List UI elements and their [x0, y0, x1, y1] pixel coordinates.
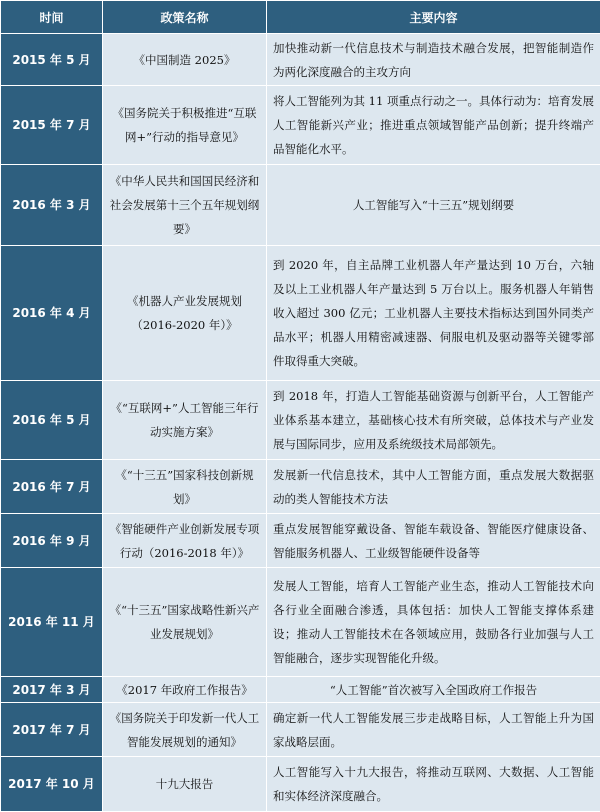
cell-time: 2016 年 11 月	[1, 568, 103, 677]
table-row	[1, 514, 600, 568]
table-row	[1, 460, 600, 514]
table-row	[1, 165, 600, 246]
cell-time: 2016 年 3 月	[1, 165, 103, 246]
cell-content: 到 2020 年，自主品牌工业机器人年产量达到 10 万台，六轴及以上工业机器人年产量达到 5 万台以上。服务机器人年销售收入超过 300 亿元；工业机器人主要技术指标达到国外同类产品水平；机器人用精密减速器、伺服电机及驱动器等关键零部件取得重大突破。	[267, 246, 600, 381]
header-row	[1, 1, 600, 34]
table-row	[1, 568, 600, 677]
cell-name: 《机器人产业发展规划（2016-2020 年）》	[103, 246, 267, 381]
cell-name: 《国务院关于印发新一代人工智能发展规划的通知》	[103, 703, 267, 757]
table-row	[1, 757, 600, 812]
cell-name: 《2017 年政府工作报告》	[103, 677, 267, 703]
header-name: 政策名称	[103, 1, 267, 34]
cell-content: “人工智能”首次被写入全国政府工作报告	[267, 677, 600, 703]
cell-name: 《“互联网+”人工智能三年行动实施方案》	[103, 381, 267, 460]
header-content: 主要内容	[267, 1, 600, 34]
cell-time: 2017 年 10 月	[1, 757, 103, 812]
cell-name: 《中华人民共和国国民经济和社会发展第十三个五年规划纲要》	[103, 165, 267, 246]
cell-time: 2016 年 5 月	[1, 381, 103, 460]
cell-name: 《智能硬件产业创新发展专项行动（2016-2018 年）》	[103, 514, 267, 568]
table-row	[1, 34, 600, 86]
cell-content: 发展人工智能，培育人工智能产业生态，推动人工智能技术向各行业全面融合渗透，具体包括：加快人工智能支撑体系建设；推动人工智能技术在各领域应用，鼓励各行业加强与人工智能融合，逐步实现智能化升级。	[267, 568, 600, 677]
cell-content: 到 2018 年，打造人工智能基础资源与创新平台，人工智能产业体系基本建立，基础核心技术有所突破，总体技术与产业发展与国际同步，应用及系统级技术局部领先。	[267, 381, 600, 460]
cell-time: 2016 年 7 月	[1, 460, 103, 514]
header-time: 时间	[1, 1, 103, 34]
table-row	[1, 677, 600, 703]
cell-content: 发展新一代信息技术，其中人工智能方面，重点发展大数据驱动的类人智能技术方法	[267, 460, 600, 514]
table-row	[1, 246, 600, 381]
cell-content: 人工智能写入“十三五”规划纲要	[267, 165, 600, 246]
cell-name: 《国务院关于积极推进“互联网+”行动的指导意见》	[103, 86, 267, 165]
cell-name: 《中国制造 2025》	[103, 34, 267, 86]
cell-content: 将人工智能列为其 11 项重点行动之一。具体行动为：培育发展人工智能新兴产业；推进重点领域智能产品创新；提升终端产品智能化水平。	[267, 86, 600, 165]
cell-content: 重点发展智能穿戴设备、智能车载设备、智能医疗健康设备、智能服务机器人、工业级智能硬件设备等	[267, 514, 600, 568]
cell-content: 加快推动新一代信息技术与制造技术融合发展，把智能制造作为两化深度融合的主攻方向	[267, 34, 600, 86]
table-row	[1, 703, 600, 757]
cell-time: 2017 年 3 月	[1, 677, 103, 703]
cell-content: 人工智能写入十九大报告，将推动互联网、大数据、人工智能和实体经济深度融合。	[267, 757, 600, 812]
cell-time: 2016 年 9 月	[1, 514, 103, 568]
cell-content: 确定新一代人工智能发展三步走战略目标，人工智能上升为国家战略层面。	[267, 703, 600, 757]
cell-time: 2015 年 5 月	[1, 34, 103, 86]
cell-time: 2015 年 7 月	[1, 86, 103, 165]
table-row	[1, 381, 600, 460]
cell-name: 《“十三五”国家战略性新兴产业发展规划》	[103, 568, 267, 677]
cell-time: 2016 年 4 月	[1, 246, 103, 381]
cell-name: 十九大报告	[103, 757, 267, 812]
cell-name: 《“十三五”国家科技创新规划》	[103, 460, 267, 514]
cell-time: 2017 年 7 月	[1, 703, 103, 757]
table-row	[1, 86, 600, 165]
